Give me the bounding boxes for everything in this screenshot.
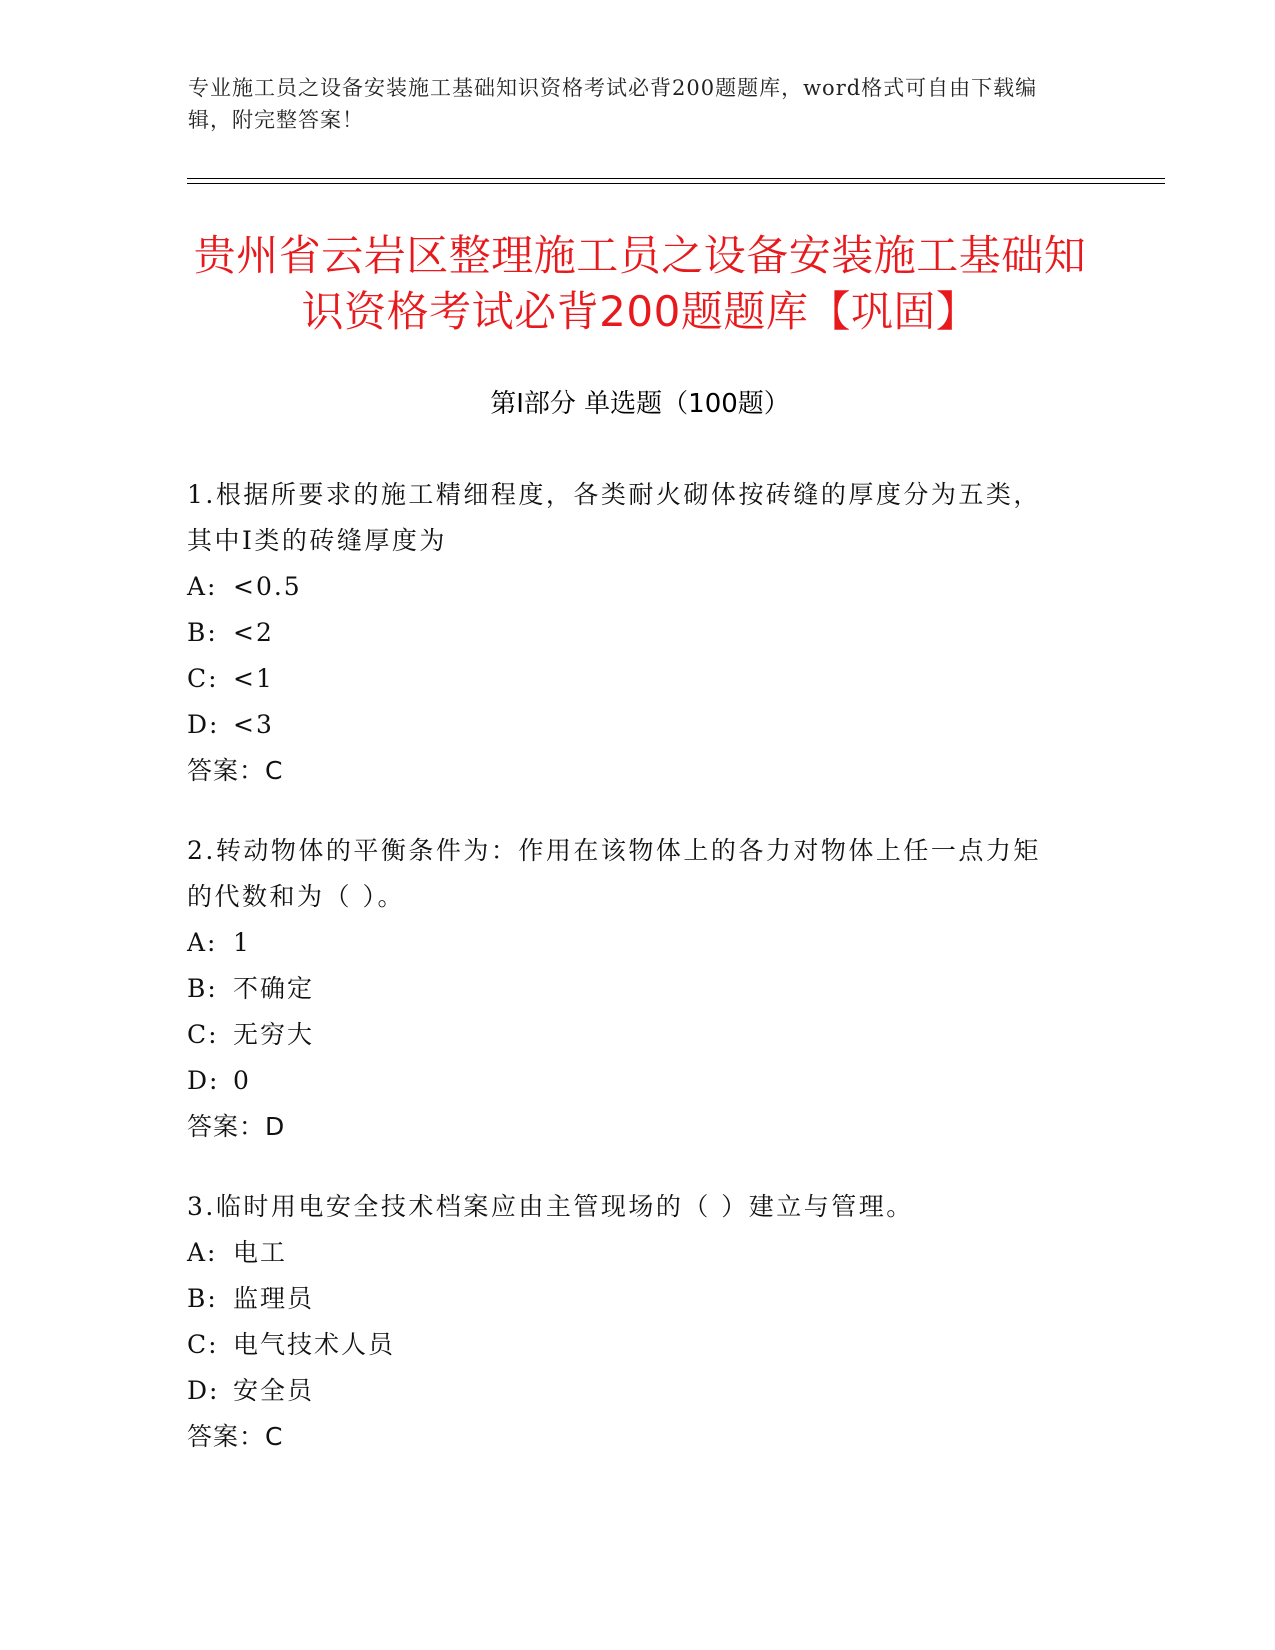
option-text: 1 [233,928,251,957]
option-text: <2 [233,618,274,647]
header-note: 专业施工员之设备安装施工基础知识资格考试必背200题题库，word格式可自由下载编辑，附完整答案！ [188,76,1038,132]
header-divider-bottom [187,183,1165,184]
option-d [187,1368,1067,1414]
option-a [187,564,1067,610]
option-letter: D: [187,710,220,739]
option-letter: C: [187,1020,219,1049]
option-letter: B: [187,618,218,647]
option-text: 安全员 [233,1376,315,1405]
option-text: 电气技术人员 [233,1330,396,1359]
document-title: 贵州省云岩区整理施工员之设备安装施工基础知识资格考试必背200题题库【巩固】 [193,231,1087,336]
option-c [187,1012,1067,1058]
question-1 [187,472,1067,794]
option-letter: A: [187,572,218,601]
option-b [187,610,1067,656]
option-text: 监理员 [233,1284,315,1313]
question-2 [187,828,1067,1150]
option-d [187,702,1067,748]
option-letter: C: [187,1330,219,1359]
option-letter: C: [187,664,219,693]
option-text: <0.5 [233,572,302,601]
option-b [187,1276,1067,1322]
option-c [187,1322,1067,1368]
answer-key: 答案：D [187,1112,286,1141]
option-a [187,1230,1067,1276]
header-divider-top [187,178,1165,179]
option-letter: A: [187,928,218,957]
option-b [187,966,1067,1012]
question-stem: 3.临时用电安全技术档案应由主管现场的（ ）建立与管理。 [187,1192,914,1221]
question-3 [187,1184,1067,1460]
option-letter: D: [187,1376,220,1405]
option-letter: B: [187,1284,218,1313]
option-text: 电工 [233,1238,288,1267]
option-c [187,656,1067,702]
question-stem: 1.根据所要求的施工精细程度，各类耐火砌体按砖缝的厚度分为五类，其中Ⅰ类的砖缝厚度为 [187,480,1041,555]
option-text: <1 [233,664,274,693]
option-letter: D: [187,1066,220,1095]
option-a [187,920,1067,966]
option-text: 0 [233,1066,251,1095]
option-text: <3 [233,710,274,739]
option-letter: B: [187,974,218,1003]
section-heading: 第Ⅰ部分 单选题（100题） [490,389,790,419]
answer-key: 答案：C [187,1422,284,1451]
option-letter: A: [187,1238,218,1267]
question-list [187,472,1067,1494]
question-stem: 2.转动物体的平衡条件为：作用在该物体上的各力对物体上任一点力矩的代数和为（ ）。 [187,836,1041,911]
option-d [187,1058,1067,1104]
option-text: 不确定 [233,974,315,1003]
option-text: 无穷大 [233,1020,315,1049]
answer-key: 答案：C [187,756,284,785]
